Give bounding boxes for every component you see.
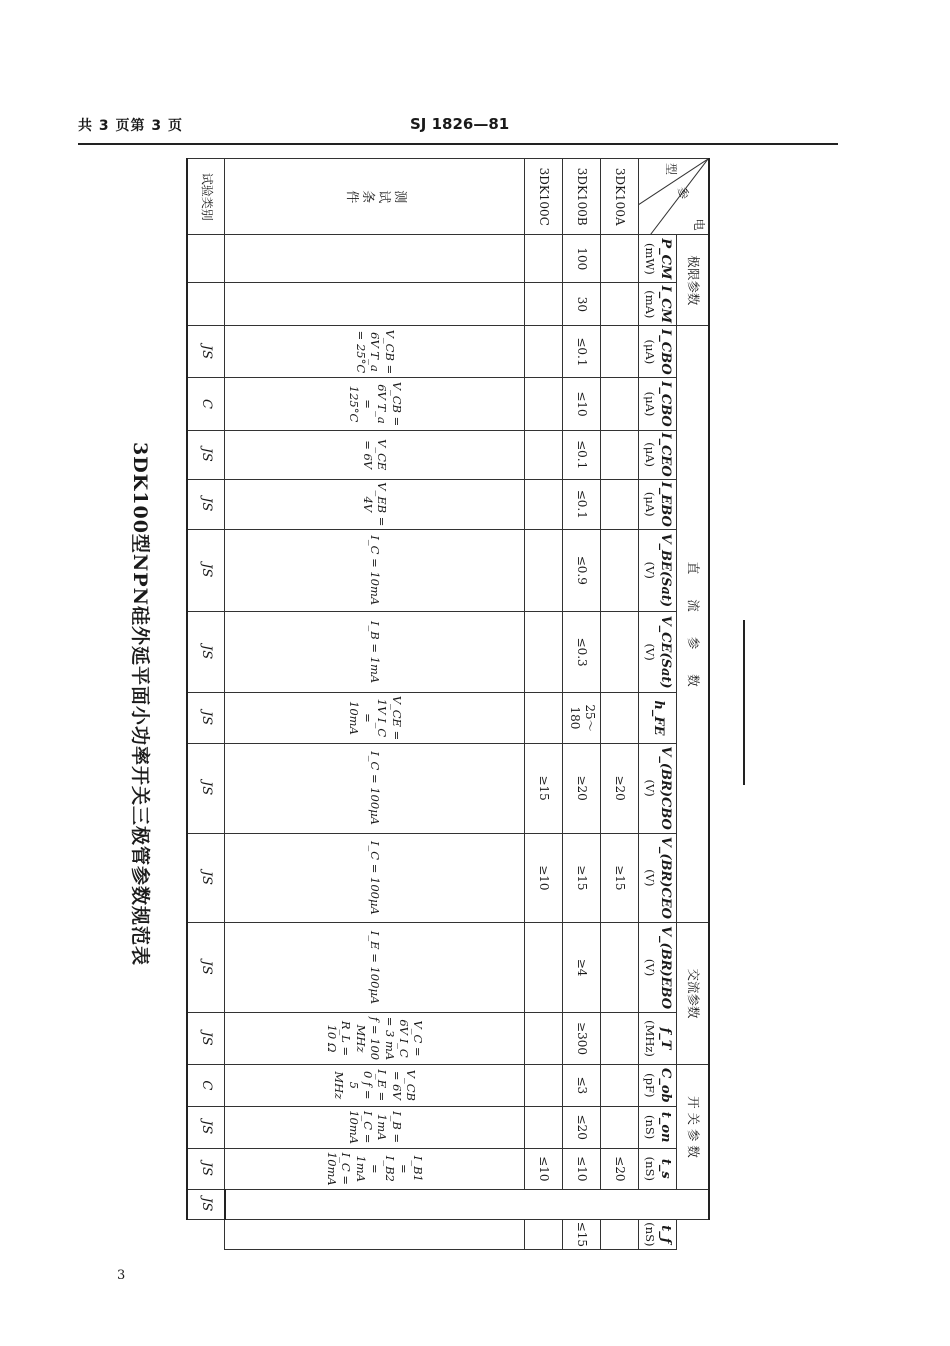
condition-cell: I_C = 100μA: [225, 833, 525, 922]
param-unit: (V): [643, 643, 658, 661]
table-corner-cell: [639, 159, 709, 235]
value-cell: [601, 529, 639, 611]
margin-mark: [743, 620, 745, 785]
param-header-cell: [639, 833, 677, 922]
value-cell: [601, 1065, 639, 1107]
param-unit: (nS): [643, 1115, 658, 1140]
condition-cell: V_CE = 1V I_C = 10mA: [225, 693, 525, 743]
group-limit-params: 极限参数: [677, 235, 709, 326]
condition-cell: I_B = 1mA: [225, 611, 525, 693]
test-category-cell: JS: [187, 833, 225, 922]
param-header-cell: [639, 693, 677, 743]
value-cell: ≤15: [563, 1219, 601, 1249]
test-category-cell: JS: [187, 529, 225, 611]
param-unit: (pF): [643, 1073, 658, 1098]
value-cell: [601, 430, 639, 479]
model-name: 3DK100C: [525, 159, 563, 235]
value-cell: 25～180: [563, 693, 601, 743]
test-category-cell: JS: [187, 923, 225, 1013]
corner-bottom-label: 型: [664, 163, 678, 176]
param-symbol: h_FE: [651, 700, 667, 736]
page-number: 3: [117, 1268, 126, 1283]
param-symbol: t_on: [658, 1111, 674, 1143]
test-category-cell: JS: [187, 1106, 225, 1148]
value-cell: [601, 378, 639, 430]
header-rule: [78, 143, 838, 145]
rotated-table-area: [120, 158, 710, 1250]
test-category-cell: JS: [187, 1189, 225, 1219]
value-cell: [525, 235, 563, 283]
param-symbol: I_CBO: [658, 381, 674, 427]
value-cell: 30: [563, 283, 601, 326]
param-symbol: V_BE(Sat): [658, 533, 674, 608]
value-cell: [525, 283, 563, 326]
param-symbol: P_CM: [658, 238, 674, 280]
model-name: 3DK100A: [601, 159, 639, 235]
param-unit: (μA): [643, 339, 658, 365]
param-header-cell: [639, 378, 677, 430]
param-symbol: V_(BR)CBO: [658, 746, 674, 830]
value-cell: ≤10: [525, 1148, 563, 1189]
corner-mid-label: 参: [676, 187, 690, 200]
param-header-cell: [639, 1148, 677, 1189]
value-cell: ≤20: [601, 1148, 639, 1189]
test-category-cell: JS: [187, 693, 225, 743]
group-ac-params: 交流参数: [677, 923, 709, 1065]
param-header-cell: [639, 479, 677, 529]
condition-cell: I_C = 10mA: [225, 529, 525, 611]
param-header-cell: [639, 430, 677, 479]
param-symbol: V_CE(Sat): [658, 615, 674, 689]
param-symbol: t_f: [658, 1225, 674, 1244]
value-cell: ≥10: [525, 833, 563, 922]
param-symbol: I_CM: [658, 285, 674, 323]
param-unit: (V): [643, 869, 658, 887]
test-category-cell: [187, 235, 225, 283]
value-cell: [601, 611, 639, 693]
param-unit: (mA): [643, 290, 658, 319]
param-symbol: I_CEO: [658, 432, 674, 477]
test-category-cell: C: [187, 378, 225, 430]
param-header-cell: [639, 1013, 677, 1065]
condition-cell: V_C = 6V I_C = 3 mA f = 100 MHz R_L = 10 Ω: [225, 1013, 525, 1065]
test-category-cell: JS: [187, 479, 225, 529]
test-category-cell: JS: [187, 1148, 225, 1189]
group-dc-params: 直 流 参 数: [677, 326, 709, 923]
param-header-cell: [639, 1106, 677, 1148]
condition-cell: I_E = 100μA: [225, 923, 525, 1013]
test-category-cell: JS: [187, 743, 225, 833]
param-symbol: I_CBO: [658, 329, 674, 375]
group-switch-params: 开 关 参 数: [677, 1065, 709, 1190]
page-info: 共 3 页第 3 页: [78, 118, 183, 134]
param-unit: (nS): [643, 1222, 658, 1247]
corner-top-label: 电: [692, 218, 706, 231]
value-cell: [525, 1106, 563, 1148]
value-cell: [601, 1013, 639, 1065]
test-category-label: 试验类别: [187, 159, 225, 235]
model-name: 3DK100B: [563, 159, 601, 235]
param-unit: (V): [643, 561, 658, 579]
param-unit: (nS): [643, 1156, 658, 1181]
value-cell: ≥15: [525, 743, 563, 833]
value-cell: [525, 611, 563, 693]
condition-cell: [225, 235, 525, 283]
value-cell: [525, 1219, 563, 1249]
param-unit: (μA): [643, 391, 658, 417]
param-symbol: I_EBO: [658, 481, 674, 527]
value-cell: ≤10: [563, 378, 601, 430]
value-cell: ≤10: [563, 1148, 601, 1189]
value-cell: [525, 378, 563, 430]
value-cell: [601, 235, 639, 283]
conditions-label: [225, 159, 525, 235]
test-category-cell: JS: [187, 326, 225, 378]
param-header-cell: [639, 283, 677, 326]
condition-cell: V_CB = 6V T_a = 25°C: [225, 326, 525, 378]
param-header-cell: [639, 1219, 677, 1249]
param-unit: (μA): [643, 491, 658, 517]
test-category-cell: JS: [187, 611, 225, 693]
value-cell: ≤0.1: [563, 479, 601, 529]
value-cell: [601, 1219, 639, 1249]
condition-cell: [225, 1219, 525, 1249]
param-unit: (MHz): [643, 1020, 658, 1057]
param-unit: (mW): [643, 243, 658, 275]
value-cell: [525, 1065, 563, 1107]
conditions-label-char: 件: [343, 190, 359, 204]
value-cell: [525, 326, 563, 378]
value-cell: ≥15: [563, 833, 601, 922]
conditions-label-char: 试: [376, 190, 392, 204]
param-symbol: t_s: [658, 1158, 674, 1179]
param-unit: (μA): [643, 442, 658, 468]
value-cell: [525, 1013, 563, 1065]
param-unit: (V): [643, 958, 658, 977]
param-header-cell: [639, 529, 677, 611]
param-header-cell: [639, 743, 677, 833]
value-cell: [525, 430, 563, 479]
param-symbol: V_(BR)CEO: [658, 836, 674, 920]
table-title: 3DK100型NPN硅外延平面小功率开关三极管参数规范表: [129, 442, 151, 966]
value-cell: ≤20: [563, 1106, 601, 1148]
condition-cell: I_B1 = I_B2 = 1mA I_C = 10mA: [225, 1148, 525, 1189]
value-cell: ≤0.3: [563, 611, 601, 693]
condition-cell: V_CB = 6V T_a = 125°C: [225, 378, 525, 430]
value-cell: [525, 479, 563, 529]
param-header-cell: [639, 923, 677, 1013]
value-cell: ≥15: [601, 833, 639, 922]
value-cell: ≥4: [563, 923, 601, 1013]
param-header-cell: [639, 611, 677, 693]
test-category-cell: [187, 283, 225, 326]
param-header-cell: [639, 326, 677, 378]
standard-number: SJ 1826—81: [410, 115, 510, 133]
value-cell: 100: [563, 235, 601, 283]
param-symbol: f_T: [658, 1027, 674, 1050]
value-cell: ≥300: [563, 1013, 601, 1065]
value-cell: [525, 693, 563, 743]
param-header-cell: [639, 1065, 677, 1107]
value-cell: ≥20: [601, 743, 639, 833]
param-unit: (V): [643, 779, 658, 797]
value-cell: ≤0.9: [563, 529, 601, 611]
value-cell: [601, 479, 639, 529]
param-header-cell: [639, 235, 677, 283]
param-symbol: V_(BR)EBO: [658, 925, 674, 1010]
test-category-cell: C: [187, 1065, 225, 1107]
value-cell: ≥20: [563, 743, 601, 833]
blank-right-column: [225, 1189, 709, 1219]
value-cell: [525, 923, 563, 1013]
value-cell: ≤0.1: [563, 430, 601, 479]
condition-cell: [225, 283, 525, 326]
value-cell: [525, 529, 563, 611]
value-cell: ≤3: [563, 1065, 601, 1107]
value-cell: [601, 283, 639, 326]
value-cell: [601, 1106, 639, 1148]
param-symbol: C_ob: [658, 1068, 674, 1103]
value-cell: [601, 923, 639, 1013]
test-category-cell: JS: [187, 1013, 225, 1065]
conditions-label-char: 条: [360, 190, 375, 204]
test-category-cell: JS: [187, 430, 225, 479]
value-cell: [601, 693, 639, 743]
value-cell: ≤0.1: [563, 326, 601, 378]
condition-cell: V_CB = 6V I_E = 0 f = 5 MHz: [225, 1065, 525, 1107]
condition-cell: I_C = 100μA: [225, 743, 525, 833]
conditions-label-char: 测: [392, 190, 408, 204]
value-cell: [601, 326, 639, 378]
parameter-table: [186, 158, 710, 1250]
condition-cell: V_CE = 6V: [225, 430, 525, 479]
condition-cell: I_B = 1mA I_C = 10mA: [225, 1106, 525, 1148]
condition-cell: V_EB = 4V: [225, 479, 525, 529]
